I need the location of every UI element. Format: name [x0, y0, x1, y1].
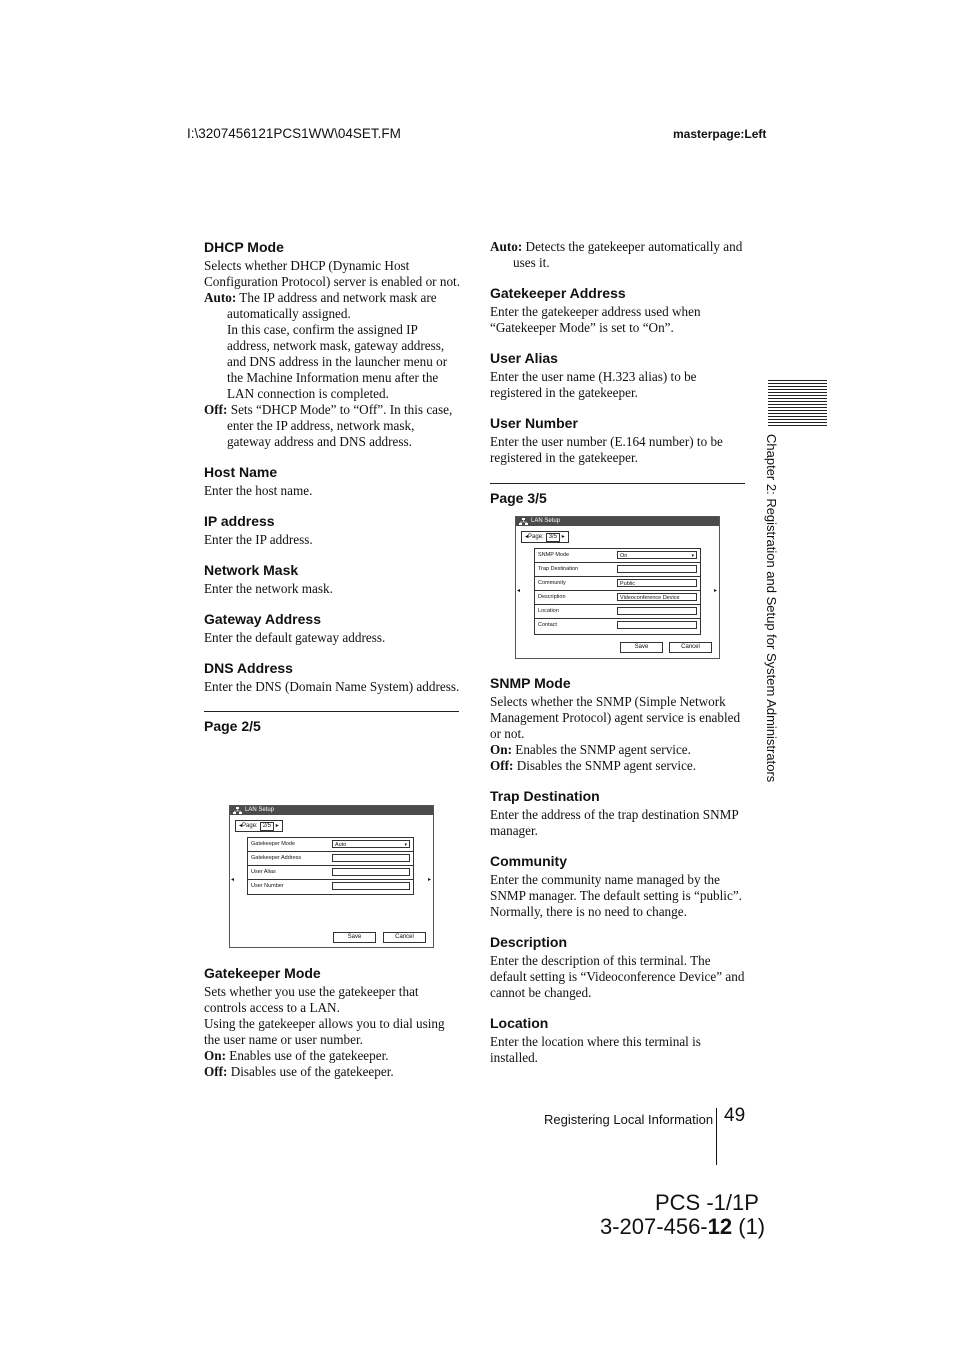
row-label: Gatekeeper Mode	[251, 841, 296, 847]
network-icon	[519, 518, 528, 525]
row-description	[535, 591, 700, 605]
page-value: 3/5	[546, 533, 560, 542]
chapter-title: Chapter 2: Registration and Setup for System Administrators	[764, 434, 779, 783]
gk-mode-desc1: Sets whether you use the gatekeeper that controls access to a LAN.	[204, 984, 419, 1015]
row-gatekeeper-address	[248, 852, 413, 866]
row-label: User Alias	[251, 869, 276, 875]
term: Off:	[204, 402, 228, 417]
snmp-sections	[490, 674, 748, 1066]
row-label: Community	[538, 580, 566, 586]
text: Enables use of the gatekeeper.	[225, 1048, 389, 1063]
part-code-prefix: 3-207-456-	[600, 1214, 708, 1239]
user-alias-heading: User Alias	[490, 350, 558, 366]
cancel-button[interactable]: Cancel	[383, 932, 426, 943]
row-label: Gatekeeper Address	[251, 855, 302, 861]
snmp-on	[490, 742, 748, 758]
masterpage-label: masterpage:Left	[673, 127, 767, 141]
settings-table	[534, 548, 701, 635]
ip-heading: IP address	[204, 513, 275, 529]
lan-setup-screen-page2	[229, 805, 434, 948]
location-field[interactable]	[617, 607, 697, 615]
user-number-desc: Enter the user number (E.164 number) to be registered in the gatekeeper.	[490, 434, 723, 465]
row-user-number	[248, 880, 413, 893]
ip-desc: Enter the IP address.	[204, 532, 313, 547]
mask-heading: Network Mask	[204, 562, 299, 578]
gateway-desc: Enter the default gateway address.	[204, 630, 386, 645]
row-label: Description	[538, 594, 566, 600]
term: Off:	[490, 758, 514, 773]
term: Off:	[204, 1064, 228, 1079]
mask-desc: Enter the network mask.	[204, 581, 333, 596]
user-alias-field[interactable]	[332, 868, 410, 876]
dhcp-heading: DHCP Mode	[204, 239, 284, 255]
save-button[interactable]: Save	[620, 642, 663, 653]
lan-setup-screen-page3	[515, 516, 720, 659]
dns-heading: DNS Address	[204, 660, 293, 676]
right-column	[490, 239, 748, 506]
text: Detects the gatekeeper automatically and uses it.	[513, 239, 743, 270]
gatekeeper-mode-select[interactable]	[332, 840, 410, 848]
screen-title: LAN Setup	[531, 518, 561, 524]
snmp-desc: Selects whether the SNMP (Simple Network Management Protocol) agent service is enabled or not.	[490, 694, 741, 741]
term: Auto:	[490, 239, 523, 254]
chapter-side-tab	[766, 434, 780, 804]
text: Disables use of the gatekeeper.	[227, 1064, 394, 1079]
chevron-down-icon: ▾	[691, 553, 694, 559]
page-selector[interactable]: ◂Page: 2/5 ▸	[235, 820, 283, 832]
description-field[interactable]: Videoconference Device	[617, 593, 697, 601]
screen-title-bar	[516, 517, 719, 526]
screen-title: LAN Setup	[245, 807, 275, 813]
gk-mode-desc2: Using the gatekeeper allows you to dial using the user name or user number.	[204, 1016, 445, 1047]
host-desc: Enter the host name.	[204, 483, 313, 498]
user-number-heading: User Number	[490, 415, 578, 431]
contact-field[interactable]	[617, 621, 697, 629]
row-gatekeeper-mode	[248, 838, 413, 852]
page-label: Page:	[242, 823, 258, 829]
dns-desc: Enter the DNS (Domain Name System) address.	[204, 679, 460, 694]
gk-auto	[490, 239, 748, 271]
row-label: SNMP Mode	[538, 552, 570, 558]
footer-section-title: Registering Local Information	[544, 1112, 714, 1127]
row-label: User Number	[251, 883, 284, 889]
term: On:	[204, 1048, 226, 1063]
dhcp-auto	[204, 290, 460, 322]
row-snmp-mode	[535, 549, 700, 563]
screen-title-bar	[230, 806, 433, 815]
right-arrow-icon[interactable]: ▸	[427, 877, 431, 883]
page3-heading: Page 3/5	[490, 490, 547, 506]
trap-desc: Enter the address of the trap destination SNMP manager.	[490, 807, 739, 838]
row-trap-destination	[535, 563, 700, 577]
row-user-alias	[248, 866, 413, 880]
text: The IP address and network mask are automatically assigned.	[227, 290, 437, 321]
page-value: 2/5	[260, 822, 274, 831]
snmp-mode-select[interactable]	[617, 551, 697, 559]
gk-address-desc: Enter the gatekeeper address used when “Gatekeeper Mode” is set to “On”.	[490, 304, 701, 335]
file-path: I:\3207456121PCS1WW\04SET.FM	[187, 126, 401, 141]
location-desc: Enter the location where this terminal is installed.	[490, 1034, 701, 1065]
part-code-bold: 12	[707, 1214, 733, 1239]
chevron-down-icon: ▾	[404, 842, 407, 848]
part-code-suffix: (1)	[732, 1214, 766, 1239]
chapter-tab-marks	[768, 380, 827, 426]
divider	[204, 711, 459, 712]
trap-destination-field[interactable]	[617, 565, 697, 573]
location-heading: Location	[490, 1015, 549, 1031]
page-number: 49	[724, 1105, 746, 1126]
part-code	[600, 1214, 765, 1240]
text: Disables the SNMP agent service.	[513, 758, 697, 773]
footer-divider	[716, 1108, 717, 1165]
description-desc: Enter the description of this terminal. The default setting is “Videoconference Device” and cannot be changed.	[490, 953, 745, 1000]
gk-mode-on	[204, 1048, 460, 1064]
gateway-heading: Gateway Address	[204, 611, 321, 627]
select-value: On	[620, 553, 628, 559]
gatekeeper-address-field[interactable]	[332, 854, 410, 862]
page-selector[interactable]: ◂Page: 3/5 ▸	[521, 531, 569, 543]
description-heading: Description	[490, 934, 568, 950]
gatekeeper-mode-section	[204, 964, 460, 1080]
gk-address-heading: Gatekeeper Address	[490, 285, 626, 301]
settings-table	[247, 837, 414, 895]
save-button[interactable]: Save	[333, 932, 376, 943]
page2-heading: Page 2/5	[204, 718, 261, 734]
host-heading: Host Name	[204, 464, 278, 480]
row-location	[535, 605, 700, 619]
row-label: Trap Destination	[538, 566, 579, 572]
row-community	[535, 577, 700, 591]
text: Enables the SNMP agent service.	[511, 742, 691, 757]
divider	[490, 483, 745, 484]
left-arrow-icon[interactable]: ◂	[517, 588, 521, 594]
cancel-button[interactable]: Cancel	[669, 642, 712, 653]
term: On:	[490, 742, 512, 757]
left-column	[204, 238, 460, 734]
row-label: Contact	[538, 622, 557, 628]
text: Sets “DHCP Mode” to “Off”. In this case, enter the IP address, network mask, gateway address and DNS address.	[227, 402, 453, 449]
trap-heading: Trap Destination	[490, 788, 600, 804]
dhcp-auto-note: In this case, confirm the assigned IP address, network mask, gateway address, and DNS address in the launcher menu or the Machine Information menu after the LAN connection is completed.	[227, 322, 448, 401]
page-label: Page:	[528, 534, 544, 540]
community-field[interactable]: Public	[617, 579, 697, 587]
snmp-heading: SNMP Mode	[490, 675, 571, 691]
user-number-field[interactable]	[332, 882, 410, 890]
dhcp-off	[204, 402, 460, 450]
gk-mode-heading: Gatekeeper Mode	[204, 965, 321, 981]
dhcp-desc: Selects whether DHCP (Dynamic Host Configuration Protocol) server is enabled or not.	[204, 258, 460, 289]
community-desc: Enter the community name managed by the SNMP manager. The default setting is “public”. Normally, there is no need to change.	[490, 872, 742, 919]
right-arrow-icon[interactable]: ▸	[713, 588, 717, 594]
left-arrow-icon[interactable]: ◂	[231, 877, 235, 883]
gk-mode-off	[204, 1064, 460, 1080]
user-alias-desc: Enter the user name (H.323 alias) to be registered in the gatekeeper.	[490, 369, 697, 400]
community-heading: Community	[490, 853, 567, 869]
snmp-off	[490, 758, 748, 774]
model-name: PCS -1/1P	[655, 1190, 759, 1215]
row-contact	[535, 619, 700, 632]
network-icon	[233, 807, 242, 814]
row-label: Location	[538, 608, 559, 614]
term: Auto:	[204, 290, 237, 305]
select-value: Auto	[335, 842, 347, 848]
